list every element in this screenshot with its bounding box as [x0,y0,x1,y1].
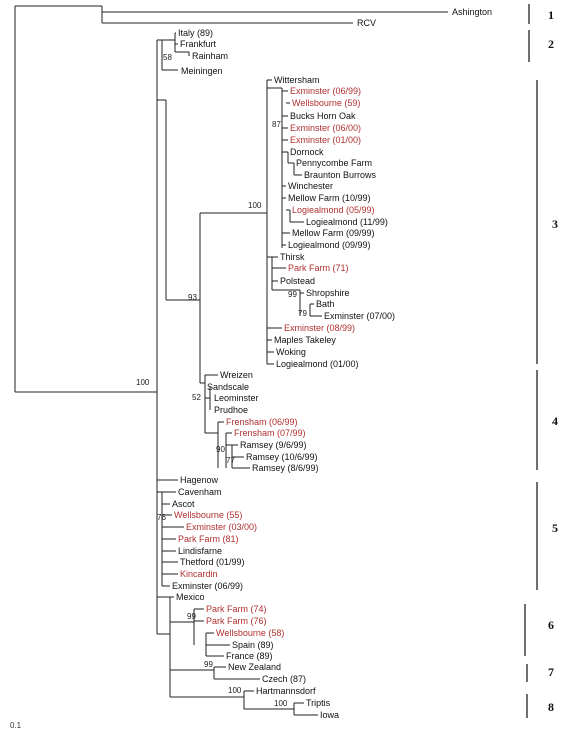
tip-label-exminster0300: Exminster (03/00) [186,522,258,532]
tip-label-logie1199: Logiealmond (11/99) [306,217,388,227]
tip-label-mexico: Mexico [176,592,205,602]
tip-label-rainham: Rainham [192,51,229,61]
tip-label-exminster0899: Exminster (08/99) [284,323,356,333]
tip-label-logie0100: Logiealmond (01/00) [276,359,359,369]
bootstrap-value: 90 [216,445,225,454]
tip-label-bath: Bath [316,299,335,309]
tip-label-italy89: Italy (89) [178,28,214,38]
tip-label-parkfarm71: Park Farm (71) [288,263,349,273]
bootstrap-value: 93 [188,293,197,302]
tip-label-parkfarm76: Park Farm (76) [206,616,267,626]
tip-label-buckshorn: Bucks Horn Oak [290,111,356,121]
group-number-5: 5 [552,521,558,535]
bootstrap-value: 100 [248,201,262,210]
bootstrap-value: 100 [274,699,288,708]
tip-label-ashington: Ashington [452,7,493,17]
tip-label-shropshire: Shropshire [306,288,350,298]
bootstrap-value: 100 [228,686,242,695]
tip-label-mellow0999: Mellow Farm (09/99) [292,228,375,238]
tip-label-maples: Maples Takeley [274,335,336,345]
tip-label-ramsey8699: Ramsey (8/6/99) [252,463,319,473]
tip-label-czech87: Czech (87) [262,674,307,684]
tip-label-hartmannsdorf: Hartmannsdorf [256,686,316,696]
group-number-2: 2 [548,37,554,51]
tip-label-frensham0699: Frensham (06/99) [226,417,298,427]
tip-label-wittersham: Wittersham [274,75,320,85]
group-number-1: 1 [548,8,554,22]
tip-label-wreizen: Wreizen [220,370,253,380]
tip-label-wellsbourne55: Wellsbourne (55) [174,510,243,520]
tip-label-thetford0199: Thetford (01/99) [180,557,245,567]
tip-label-newzealand: New Zealand [228,662,282,672]
group-number-7: 7 [548,665,554,679]
tip-label-parkfarm81: Park Farm (81) [178,534,239,544]
tip-label-wellsbourne58: Wellsbourne (58) [216,628,285,638]
tip-label-prudhoe: Prudhoe [214,405,249,415]
bootstrap-value: 52 [192,393,201,402]
tip-label-kincardin: Kincardin [180,569,218,579]
tip-label-triptis: Triptis [306,698,331,708]
tip-label-logie0999: Logiealmond (09/99) [288,240,371,250]
bootstrap-value: 87 [272,120,281,129]
tip-label-mellow1099: Mellow Farm (10/99) [288,193,371,203]
tip-label-exminster0699b: Exminster (06/99) [172,581,244,591]
tip-label-ramsey9699: Ramsey (9/6/99) [240,440,307,450]
bootstrap-value: 79 [298,309,307,318]
tip-label-frensham0799: Frensham (07/99) [234,428,306,438]
tip-label-ascot: Ascot [172,499,195,509]
tip-label-exminster0100: Exminster (01/00) [290,135,362,145]
group-number-3: 3 [552,217,558,231]
group-number-4: 4 [552,414,558,428]
tip-label-dornock: Dornock [290,147,324,157]
tip-label-braunton: Braunton Burrows [304,170,377,180]
tip-label-winchester: Winchester [288,181,334,191]
tip-label-exminster0600: Exminster (06/00) [290,123,362,133]
tip-label-lindisfarne: Lindisfarne [178,546,223,556]
tip-label-exminster0700: Exminster (07/00) [324,311,396,321]
tip-label-cavenham: Cavenham [178,487,222,497]
tip-label-ramsey10699: Ramsey (10/6/99) [246,452,318,462]
tip-label-exminster0699a: Exminster (06/99) [290,86,362,96]
bootstrap-value: 99 [204,660,213,669]
bootstrap-value: 58 [163,53,172,62]
tip-label-thirsk: Thirsk [280,252,305,262]
scale-bar-label: 0.1 [10,721,22,730]
tip-label-spain89: Spain (89) [232,640,274,650]
bootstrap-value: 77 [226,456,235,465]
tip-label-pennycombe: Pennycombe Farm [296,158,373,168]
tip-label-leominster: Leominster [214,393,259,403]
bootstrap-value: 76 [157,513,166,522]
tip-label-hagenow: Hagenow [180,475,219,485]
tip-label-iowa: Iowa [320,710,340,720]
tip-label-polstead: Polstead [280,276,316,286]
tip-label-logie0599: Logiealmond (05/99) [292,205,375,215]
tip-label-wellsbourne59: Wellsbourne (59) [292,98,361,108]
tip-label-frankfurt: Frankfurt [180,39,217,49]
tip-label-france89: France (89) [226,651,273,661]
group-number-8: 8 [548,700,554,714]
tip-label-rcv: RCV [357,18,377,28]
bootstrap-value: 100 [136,378,150,387]
bootstrap-value: 99 [288,290,297,299]
group-number-6: 6 [548,618,554,632]
tip-label-parkfarm74: Park Farm (74) [206,604,267,614]
tip-label-woking: Woking [276,347,306,357]
bootstrap-value: 99 [187,612,196,621]
tip-label-meiningen: Meiningen [181,66,223,76]
tip-label-sandscale: Sandscale [207,382,250,392]
